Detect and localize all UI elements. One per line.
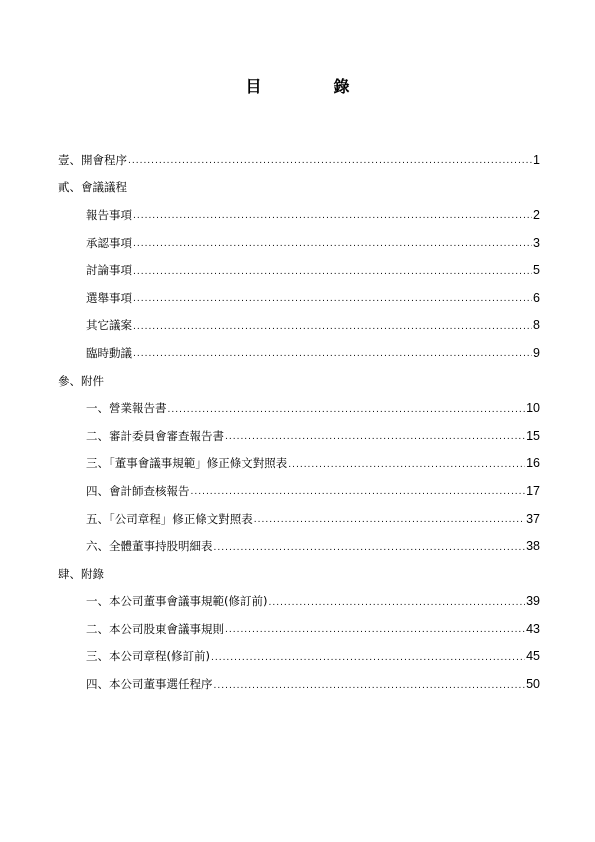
- toc-entry-label: 參、附件: [58, 373, 104, 388]
- toc-entry-label: 肆、附錄: [58, 566, 104, 581]
- toc-entry-label: 報告事項: [86, 207, 132, 222]
- toc-entry-page-number: 39: [526, 594, 540, 609]
- toc-entry[interactable]: [58, 201, 540, 229]
- toc-entry-label: 二、審計委員會審查報告書: [86, 428, 224, 443]
- toc-entry[interactable]: [58, 174, 540, 202]
- title-char-left: 目: [245, 77, 262, 96]
- dot-leader: [133, 268, 532, 277]
- dot-leader: [214, 682, 526, 691]
- toc-entry-label: 四、本公司董事選任程序: [86, 677, 213, 692]
- toc-entry-label: 三、「董事會議事規範」修正條文對照表: [86, 456, 288, 471]
- toc-entry-page-number: 16: [526, 456, 540, 471]
- toc-entry[interactable]: [58, 450, 540, 478]
- title-char-right: 錄: [333, 77, 350, 96]
- dot-leader: [191, 488, 526, 497]
- dot-leader: [133, 212, 532, 221]
- toc-entry-label: 一、營業報告書: [86, 401, 167, 416]
- toc-entry-label: 壹、開會程序: [58, 152, 127, 167]
- toc-entry-label: 其它議案: [86, 318, 132, 333]
- toc-entry-page-number: 38: [526, 539, 540, 554]
- toc-entry-page-number: 37: [526, 511, 540, 526]
- toc-entry-page-number: 8: [533, 318, 540, 333]
- toc-entry[interactable]: [58, 339, 540, 367]
- toc-entry-label: 二、本公司股東會議事規則: [86, 621, 224, 636]
- toc-entry-page-number: 6: [533, 290, 540, 305]
- toc-entry-label: 討論事項: [86, 263, 132, 278]
- toc-entry-page-number: 17: [526, 483, 540, 498]
- toc-entry-label: 一、本公司董事會議事規範(修訂前): [86, 594, 268, 609]
- toc-entry[interactable]: [58, 588, 540, 616]
- toc-entry[interactable]: [58, 394, 540, 422]
- dot-leader: [225, 433, 525, 442]
- dot-leader: [128, 157, 532, 166]
- toc-entry-label: 三、本公司章程(修訂前): [86, 649, 210, 664]
- toc-entry-page-number: 10: [526, 401, 540, 416]
- toc-entry-label: 臨時動議: [86, 345, 132, 360]
- dot-leader: [268, 599, 525, 608]
- dot-leader: [214, 544, 526, 553]
- toc-entry[interactable]: [58, 146, 540, 174]
- dot-leader: [211, 654, 525, 663]
- toc-entry[interactable]: [58, 367, 540, 395]
- toc-entry[interactable]: [58, 229, 540, 257]
- dot-leader: [254, 516, 525, 525]
- dot-leader: [133, 350, 532, 359]
- dot-leader: [133, 295, 532, 304]
- toc-entry[interactable]: [58, 670, 540, 698]
- toc-entry[interactable]: [58, 615, 540, 643]
- toc-entry-page-number: 43: [526, 621, 540, 636]
- toc-entry-page-number: 2: [533, 207, 540, 222]
- dot-leader: [168, 406, 526, 415]
- toc-entry[interactable]: [58, 643, 540, 671]
- toc-entry-page-number: 15: [526, 428, 540, 443]
- toc-entry[interactable]: [58, 256, 540, 284]
- toc-entry-label: 承認事項: [86, 235, 132, 250]
- toc-entry-label: 四、會計師查核報告: [86, 483, 190, 498]
- toc-entry[interactable]: [58, 532, 540, 560]
- toc-entry-page-number: 5: [533, 263, 540, 278]
- toc-entry-label: 貳、會議議程: [58, 180, 127, 195]
- dot-leader: [288, 461, 525, 470]
- toc-entry[interactable]: [58, 477, 540, 505]
- toc-entry-page-number: 45: [526, 649, 540, 664]
- toc-entry[interactable]: [58, 422, 540, 450]
- toc-entry[interactable]: [58, 312, 540, 340]
- toc-entry-label: 五、「公司章程」修正條文對照表: [86, 511, 253, 526]
- toc-entry-page-number: 50: [526, 677, 540, 692]
- table-of-contents: [58, 146, 540, 698]
- page-title: [0, 74, 595, 97]
- toc-entry[interactable]: [58, 284, 540, 312]
- toc-entry-page-number: 3: [533, 235, 540, 250]
- toc-entry[interactable]: [58, 560, 540, 588]
- toc-entry[interactable]: [58, 505, 540, 533]
- toc-entry-page-number: 9: [533, 345, 540, 360]
- toc-entry-label: 六、全體董事持股明細表: [86, 539, 213, 554]
- dot-leader: [133, 323, 532, 332]
- toc-entry-label: 選舉事項: [86, 290, 132, 305]
- dot-leader: [225, 626, 525, 635]
- dot-leader: [133, 240, 532, 249]
- toc-entry-page-number: 1: [533, 152, 540, 167]
